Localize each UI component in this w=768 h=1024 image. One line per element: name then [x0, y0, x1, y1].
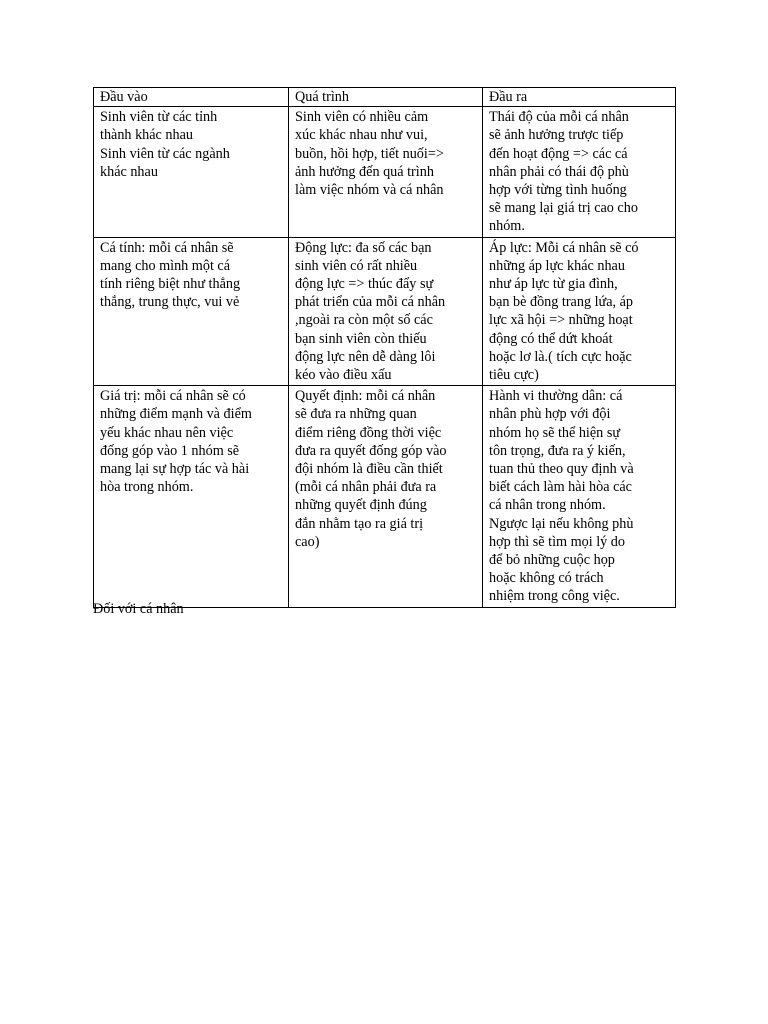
cell-text-line: sẽ mang lại giá trị cao cho	[489, 200, 638, 217]
cell-text-line: động lực nên dễ dàng lôi	[295, 348, 436, 365]
table-header-row	[94, 88, 676, 107]
cell-text-line: động lực => thúc đẩy sự	[295, 276, 434, 293]
cell-text-line: đội nhóm là điều cần thiết	[295, 461, 443, 478]
table-cell-input	[94, 237, 289, 386]
cell-text-line: khác nhau	[100, 163, 158, 180]
cell-text-line: đắn nhằm tạo ra giá trị	[295, 515, 424, 532]
cell-text-line: lực xã hội => những hoạt	[489, 312, 633, 329]
cell-text-line: mang cho mình một cá	[100, 257, 231, 274]
cell-text-line: tôn trọng, đưa ra ý kiến,	[489, 442, 626, 459]
table-cell-output	[483, 386, 676, 607]
cell-text-line: nhiệm trong công việc.	[489, 588, 620, 605]
header-cell-output: Đầu ra	[483, 88, 676, 107]
cell-text-line: đến hoạt động => các cá	[489, 145, 628, 162]
caption-text: Đối với cá nhân	[93, 601, 184, 617]
cell-text-line: cá nhân trong nhóm.	[489, 497, 606, 514]
cell-text-line: Hành vi thường dân: cá	[489, 388, 623, 405]
cell-text-line: nhân phải có thái độ phù	[489, 163, 629, 180]
table-row	[94, 237, 676, 386]
cell-text-line: để bỏ những cuộc họp	[489, 552, 615, 569]
cell-text-line: điểm riêng đồng thời việc	[295, 424, 442, 441]
cell-text-line: kéo vào điều xấu	[295, 367, 392, 384]
cell-text-line: Thái độ của mỗi cá nhân	[489, 109, 629, 126]
cell-text-line: Giá trị: mỗi cá nhân sẽ có	[100, 388, 246, 405]
table-cell-process	[289, 237, 483, 386]
cell-text-line: Sinh viên có nhiều cảm	[295, 109, 429, 126]
cell-text-line: xúc khác nhau như vui,	[295, 127, 428, 144]
table-cell-input	[94, 386, 289, 607]
table-cell-output	[483, 107, 676, 237]
cell-text-line: hợp thì sẽ tìm mọi lý do	[489, 533, 625, 550]
cell-text-line: Sinh viên từ các tỉnh	[100, 109, 218, 126]
cell-text-line: bạn bè đồng trang lứa, áp	[489, 294, 634, 311]
table-row	[94, 386, 676, 607]
cell-text-line: tính riêng biệt như thẳng	[100, 276, 241, 293]
cell-text-line: động có thể dứt khoát	[489, 330, 613, 347]
cell-text-line: cao)	[295, 533, 320, 550]
cell-text-line: nhóm họ sẽ thể hiện sự	[489, 424, 621, 441]
cell-text-line: đống góp vào 1 nhóm sẽ	[100, 442, 240, 459]
cell-text-line: làm việc nhóm và cá nhân	[295, 182, 444, 199]
cell-text-line: biết cách làm hài hòa các	[489, 479, 632, 496]
table-cell-input	[94, 107, 289, 237]
cell-text-line: mang lại sự hợp tác và hài	[100, 461, 250, 478]
cell-text-line: sinh viên có rất nhiều	[295, 257, 418, 274]
cell-text-line: ảnh hưởng đến quá trình	[295, 163, 434, 180]
cell-text-line: (mỗi cá nhân phải đưa ra	[295, 479, 437, 496]
cell-text-line: hợp với từng tình huống	[489, 182, 627, 199]
cell-text-line: hoặc không có trách	[489, 570, 604, 587]
table-cell-output	[483, 237, 676, 386]
cell-text-line: tuan thủ theo quy định và	[489, 461, 634, 478]
cell-text-line: phát triển của mỗi cá nhân	[295, 294, 446, 311]
comparison-table	[93, 87, 676, 608]
cell-text-line: nhóm.	[489, 218, 525, 235]
cell-text-line: sẽ đưa ra những quan	[295, 406, 417, 423]
cell-text-line: Quyết định: mỗi cá nhân	[295, 388, 436, 405]
cell-text-line: nhân phù hợp với đội	[489, 406, 611, 423]
header-cell-input: Đầu vào	[94, 88, 289, 107]
cell-text-line: sẽ ảnh hưởng trược tiếp	[489, 127, 624, 144]
cell-text-line: Sinh viên từ các ngành	[100, 145, 230, 162]
cell-text-line: tiêu cực)	[489, 367, 539, 384]
cell-text-line: hoặc lơ là.( tích cực hoặc	[489, 348, 632, 365]
cell-text-line: hòa trong nhóm.	[100, 479, 194, 496]
cell-text-line: buồn, hồi hợp, tiết nuối=>	[295, 145, 444, 162]
cell-text-line: Động lực: đa số các bạn	[295, 239, 432, 256]
cell-text-line: Ngược lại nếu không phù	[489, 515, 634, 532]
cell-text-line: Áp lực: Mỗi cá nhân sẽ có	[489, 239, 639, 256]
cell-text-line: Cá tính: mỗi cá nhân sẽ	[100, 239, 234, 256]
header-cell-process: Quá trình	[289, 88, 483, 107]
cell-text-line: thắng, trung thực, vui vẻ	[100, 294, 240, 311]
cell-text-line: yếu khác nhau nên việc	[100, 424, 234, 441]
cell-text-line: những điểm mạnh và điểm	[100, 406, 252, 423]
table-row	[94, 107, 676, 237]
cell-text-line: thành khác nhau	[100, 127, 193, 144]
cell-text-line: ,ngoài ra còn một số các	[295, 312, 433, 329]
table-cell-process	[289, 386, 483, 607]
cell-text-line: như áp lực từ gia đình,	[489, 276, 618, 293]
cell-text-line: những quyết định đúng	[295, 497, 427, 514]
cell-text-line: đưa ra quyết đống góp vào	[295, 442, 447, 459]
cell-text-line: bạn sinh viên còn thiếu	[295, 330, 427, 347]
table-cell-process	[289, 107, 483, 237]
cell-text-line: những áp lực khác nhau	[489, 257, 625, 274]
